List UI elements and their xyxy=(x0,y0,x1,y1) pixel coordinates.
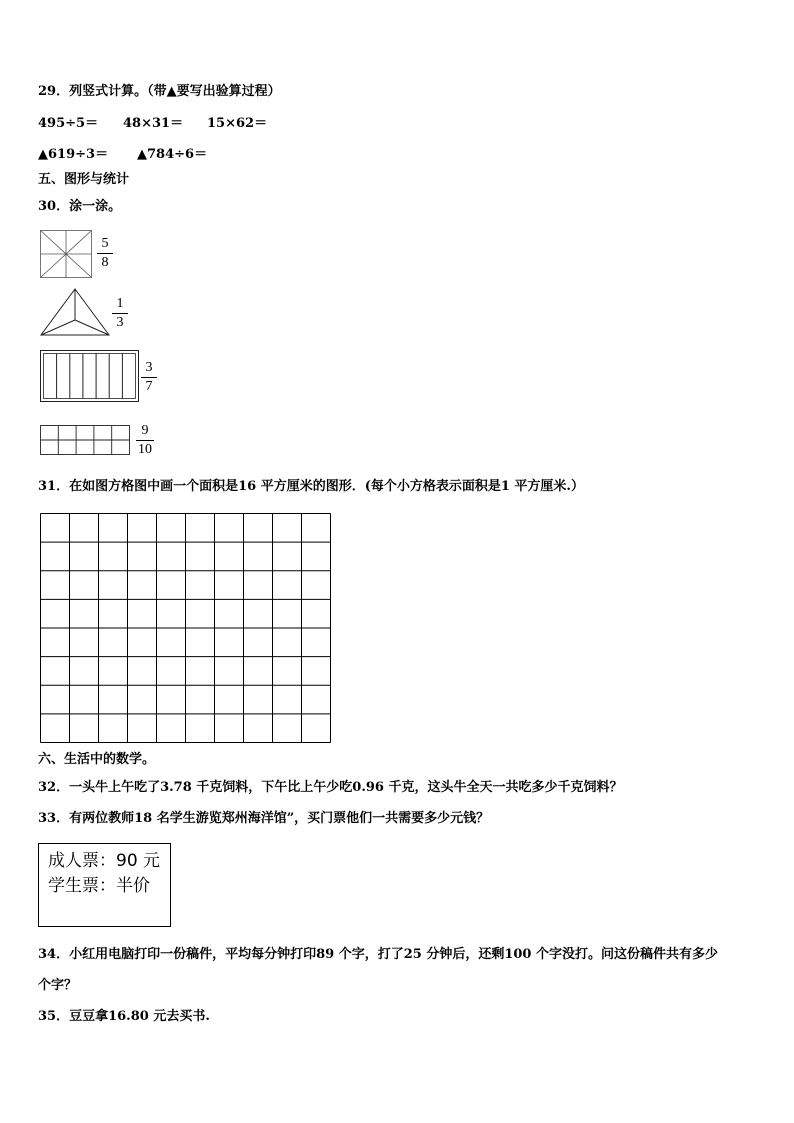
q29-expr-5: ▲784÷6＝ xyxy=(137,147,208,162)
q29-expr-1: 495÷5＝ xyxy=(38,116,99,131)
section-5-heading: 五、图形与统计 xyxy=(38,172,130,187)
q30-title: 30．涂一涂。 xyxy=(38,199,122,214)
square-eighths-figure xyxy=(40,230,92,278)
q34-text-line2: 个字？ xyxy=(38,978,78,993)
q29-expr-4: ▲619÷3＝ xyxy=(38,147,109,162)
q29-expr-2: 48×31＝ xyxy=(123,116,184,131)
rectangle-sevenths-figure xyxy=(40,350,139,402)
student-ticket-price: 学生票：半价 xyxy=(48,876,150,896)
ticket-price-box xyxy=(38,843,171,927)
triangle-thirds-figure xyxy=(40,288,110,336)
q34-text-line1: 34．小红用电脑打印一份稿件，平均每分钟打印89 个字，打了25 分钟后，还剩100 个字没打。问这份稿件共有多少 xyxy=(38,947,718,962)
q29-expr-3: 15×62＝ xyxy=(207,116,268,131)
q29-title: 29．列竖式计算。（带▲要写出验算过程） xyxy=(38,84,281,99)
fraction-3-7: 3 7 xyxy=(141,360,157,395)
fraction-5-8: 5 8 xyxy=(97,236,113,271)
q31-title: 31．在如图方格图中画一个面积是16 平方厘米的图形．(每个小方格表示面积是1 平方厘米.） xyxy=(38,479,584,494)
q35-text: 35．豆豆拿16.80 元去买书. xyxy=(38,1009,210,1024)
q33-title: 33．有两位教师18 名学生游览郑州海洋馆”，买门票他们一共需要多少元钱？ xyxy=(38,811,490,826)
adult-ticket-price: 成人票：90 元 xyxy=(48,851,161,871)
fraction-9-10: 9 10 xyxy=(138,423,152,457)
section-6-heading: 六、生活中的数学。 xyxy=(38,752,156,767)
strip-tenths-figure xyxy=(40,425,130,455)
square-grid xyxy=(40,513,331,743)
q32-text: 32．一头牛上午吃了3.78 千克饲料，下午比上午少吃0.96 千克，这头牛全天一共吃多少千克饲料？ xyxy=(38,780,623,795)
fraction-1-3: 1 3 xyxy=(112,296,128,331)
